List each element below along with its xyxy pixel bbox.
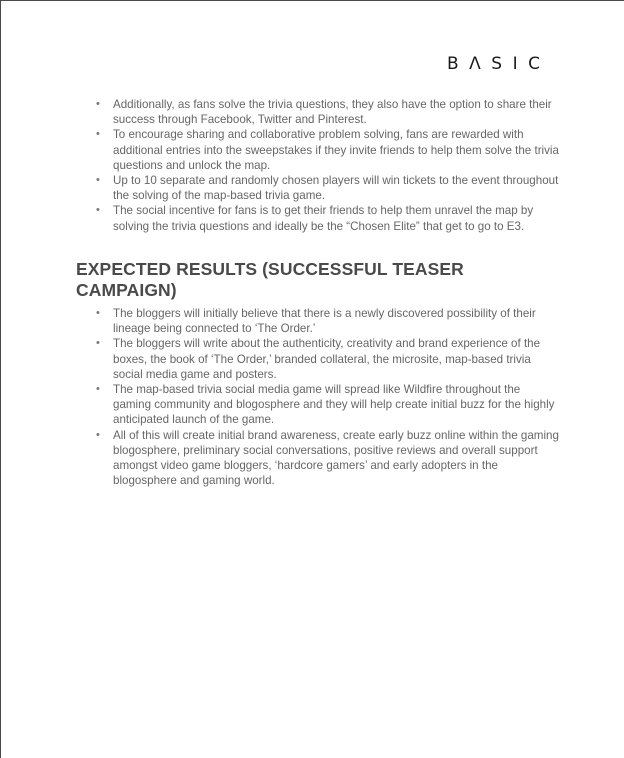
list-item: [1, 336, 561, 382]
list-item: [1, 306, 561, 336]
list-item-text: The bloggers will initially believe that there is a newly discovered possibility of their lineage being connected to ‘The Order.’: [113, 307, 536, 336]
list-item: [1, 173, 561, 203]
social-sharing-bullet-list: [1, 97, 561, 234]
bullet-icon: •: [96, 307, 100, 319]
bullet-icon: •: [96, 98, 100, 110]
expected-results-bullet-list: [1, 306, 561, 488]
basic-logo: BΛSIC: [447, 54, 551, 74]
list-item-text: The bloggers will write about the authenticity, creativity and brand experience of the boxes, the book of ‘The Order,’ branded collateral, the microsite, map-based trivia social media game and posters.: [113, 337, 541, 381]
bullet-icon: •: [96, 428, 100, 441]
bullet-icon: •: [96, 128, 100, 141]
list-item: [1, 382, 561, 428]
list-item-text: Additionally, as fans solve the trivia questions, they also have the option to share their success through Facebook, Twitter and Pinterest.: [113, 98, 552, 127]
section-heading: EXPECTED RESULTS (SUCCESSFUL TEASER CAMPAIGN): [76, 259, 464, 300]
list-item-text: Up to 10 separate and randomly chosen players will win tickets to the event throughout the solving of the map-based trivia game.: [113, 174, 559, 203]
bullet-icon: •: [96, 174, 100, 187]
list-item-text: All of this will create initial brand awareness, create early buzz online within the gaming blogosphere, preliminary social conversations, positive reviews and overall support amongst video game bloggers, ‘hardcore gamers’ and early adopters in the blogosphere and gaming world.: [113, 428, 559, 488]
list-item-text: To encourage sharing and collaborative problem solving, fans are rewarded with additional entries into the sweepstakes if they invite friends to help them solve the trivia questions and unlock the map.: [113, 128, 559, 172]
list-item: [1, 203, 561, 233]
bullet-icon: •: [96, 383, 100, 396]
list-item: [1, 428, 561, 489]
list-item: [1, 97, 561, 127]
list-item-text: The social incentive for fans is to get their friends to help them unravel the map by solving the trivia questions and ideally be the “Chosen Elite” that get to go to E3.: [113, 204, 534, 233]
bullet-icon: •: [96, 204, 100, 217]
bullet-icon: •: [96, 337, 100, 350]
list-item: [1, 127, 561, 173]
list-item-text: The map-based trivia social media game will spread like Wildfire throughout the gaming community and blogosphere and they will help create initial buzz for the highly anticipated launch of the game.: [113, 383, 555, 427]
